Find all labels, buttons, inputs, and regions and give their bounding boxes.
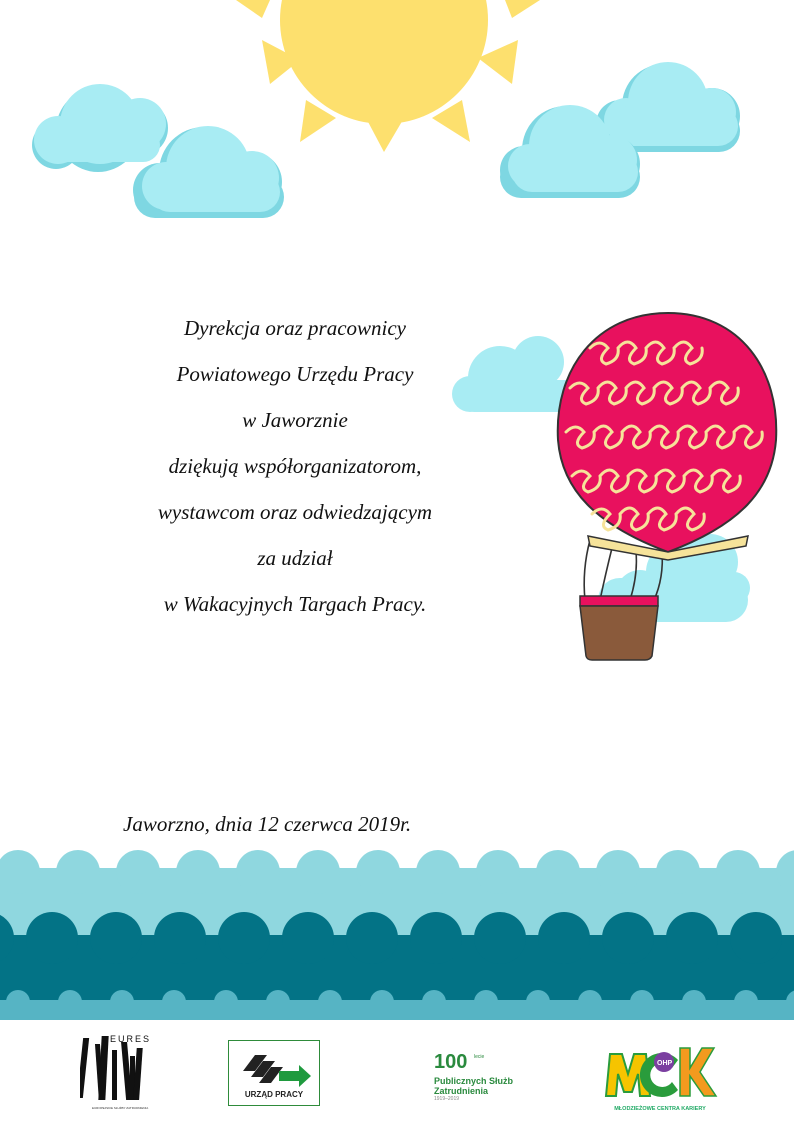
date-line: Jaworzno, dnia 12 czerwca 2019r. (123, 812, 412, 836)
message-line: dziękują współorganizatorom, (168, 454, 422, 478)
psz-line-2: Zatrudnienia (434, 1086, 489, 1096)
mck-logo (600, 1040, 720, 1112)
eures-logo-caption: EUROPEJSKIE SŁUŻBY ZATRUDNIENIA (92, 1106, 149, 1110)
psz-lecie: lecie (474, 1054, 485, 1060)
psz-100-icon (434, 1048, 494, 1072)
message-line: w Wakacyjnych Targach Pracy. (163, 592, 427, 616)
message-line: w Jaworznie (242, 408, 348, 432)
mck-badge: OHP (657, 1060, 673, 1067)
urzad-pracy-logo (228, 1040, 320, 1106)
eures-logo-text: EURES (110, 1034, 152, 1044)
message-line: za udział (257, 546, 333, 570)
urzad-pracy-icon (229, 1045, 319, 1091)
eures-logo (80, 1030, 155, 1110)
psz-line-1: Publicznych Służb (434, 1076, 514, 1086)
urzad-pracy-label: URZĄD PRACY (244, 1090, 304, 1099)
message-line: wystawcom oraz odwiedzającym (157, 500, 433, 524)
mck-logo-icon (600, 1040, 720, 1102)
message-line: Dyrekcja oraz pracownicy (184, 316, 406, 340)
psz-years: 1919–2019 (434, 1096, 460, 1102)
mck-caption: MŁODZIEŻOWE CENTRA KARIERY (614, 1106, 706, 1112)
psz-100-logo (434, 1048, 534, 1108)
psz-number: 100 (434, 1051, 468, 1072)
message-line: Powiatowego Urzędu Pracy (176, 362, 414, 386)
thank-you-message (90, 305, 500, 627)
eures-logo-icon (80, 1030, 155, 1110)
